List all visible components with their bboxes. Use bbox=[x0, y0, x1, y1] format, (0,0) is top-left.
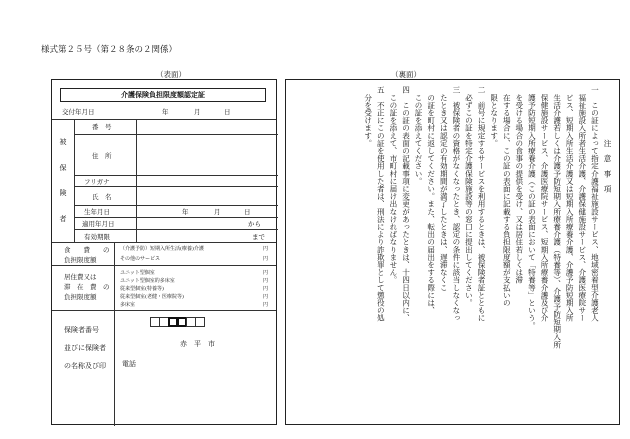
number-row bbox=[74, 119, 278, 134]
digit-box bbox=[195, 317, 205, 327]
food-item-label: その他のサービス bbox=[120, 256, 161, 262]
insured-char-4: 者 bbox=[59, 215, 67, 224]
back-side-label: （裏面） bbox=[391, 70, 421, 79]
name-label: 氏 名 bbox=[92, 192, 112, 201]
insured-vertical-label bbox=[52, 119, 74, 242]
certificate-title: 介護保険負担限度額認定証 bbox=[60, 88, 266, 102]
insurer-row bbox=[52, 310, 276, 426]
living-item-label: 従来型個室(特養等) bbox=[120, 286, 164, 292]
start-date-label: 適用年月日 bbox=[82, 220, 115, 228]
issue-day: 日 bbox=[224, 108, 231, 116]
issue-date-label: 交付年月日 bbox=[62, 108, 95, 116]
food-label-2: 負担限度額 bbox=[64, 256, 97, 264]
certificate-back bbox=[285, 79, 620, 425]
birth-month: 月 bbox=[214, 208, 221, 216]
front-side-label: （表面） bbox=[156, 70, 186, 79]
living-item-unit: 円 bbox=[262, 294, 268, 300]
birth-row bbox=[74, 205, 278, 217]
living-item-label: 多床室 bbox=[120, 302, 136, 308]
insured-char-1: 被 bbox=[59, 137, 67, 146]
phone-label: 電話 bbox=[122, 360, 136, 368]
food-item-label: （介護予防）短期入所生活(療養)介護 bbox=[120, 246, 204, 252]
expiry-suffix: まで bbox=[252, 232, 265, 241]
notes-body: 注 意 事 項 一 この証によって指定介護福祉施設サービス、地域密着型介護老人 福祉施設入所者生活介護、介護保健施設サービス、介護医療院サー ビス、短期入所生活介護又は短期入所療養介護、介護予防短期入所 生活介護若しくは介護予防短期入所療養介護（特養等）、介護予防短期入所 保健施設サービス、介護医療院サービス、短期入所療養介護及び介 護予防短期入所療養介護（この証の表面において「特養等」という。 を受ける場合の食事の提供を受け、又は居住若しくは滞 在する場合に、この証の表面に記載する負担限度額が支払いの 限となります。 二 前号に規定するサービスを利用するときは、被保険者証とともに 必ずこの証を特定介護保険施設等の窓口に提出してください。 三 被保険者の資格がなくなったとき、認定の条件に該当しなくなっ たとき又は認定の有効期間が満了したときは、遅滞なくこ の証を町村に返してください。また、転出の届出をする際には、 この証を添えてください。 四 この証の表面の記載事項に変更があったときは、十四日以内に、 この証を添えて、市町村に届け出なければなりません。 五 不正にこの証を使用した者は、刑法により詐欺罪として懲役の処 分を受けます。 bbox=[363, 86, 612, 349]
furigana-row bbox=[74, 175, 278, 186]
birth-year: 年 bbox=[182, 208, 189, 216]
insurer-name: 赤 平 市 bbox=[180, 340, 215, 348]
living-item-unit: 円 bbox=[262, 270, 268, 276]
furigana-label: フリガナ bbox=[84, 177, 110, 186]
living-item-unit: 円 bbox=[262, 278, 268, 284]
address-label: 住 所 bbox=[92, 151, 112, 160]
insured-char-2: 保 bbox=[59, 163, 67, 172]
living-item-label: 従来型個室(老健・医療院等) bbox=[120, 294, 184, 300]
food-label-1: 食 費 の bbox=[64, 246, 110, 254]
issue-year: 年 bbox=[162, 108, 169, 116]
issue-month: 月 bbox=[194, 108, 201, 116]
living-label-3: 負担限度額 bbox=[64, 293, 97, 301]
living-item-unit: 円 bbox=[262, 302, 268, 308]
food-cost-row bbox=[52, 242, 276, 265]
insured-char-3: 険 bbox=[59, 189, 67, 198]
insurer-number-boxes bbox=[150, 317, 204, 327]
insurer-label-1: 保険者番号 bbox=[64, 326, 99, 334]
living-item-unit: 円 bbox=[262, 286, 268, 292]
living-label-2: 滞 在 費 の bbox=[64, 283, 110, 291]
living-label-1: 居住費又は bbox=[64, 273, 97, 281]
expiry-row bbox=[74, 229, 278, 242]
birth-day: 日 bbox=[244, 208, 251, 216]
form-number: 様式第２５号（第２８条の２関係） bbox=[41, 45, 178, 55]
living-item-label: ユニット型個室的多床室 bbox=[120, 278, 175, 284]
living-cost-row bbox=[52, 265, 276, 310]
food-item-unit: 円 bbox=[262, 256, 268, 262]
birth-label: 生年月日 bbox=[84, 208, 110, 216]
start-date-suffix: から bbox=[248, 220, 261, 228]
living-item-label: ユニット型個室 bbox=[120, 270, 155, 276]
insurer-label-2: 並びに保険者 bbox=[64, 344, 106, 352]
insurer-label-3: の名称及び印 bbox=[64, 362, 106, 370]
expiry-label: 有効期限 bbox=[84, 232, 110, 241]
number-label: 番 号 bbox=[92, 123, 112, 131]
start-date-row bbox=[74, 217, 278, 229]
name-row bbox=[74, 186, 278, 205]
certificate-front bbox=[51, 79, 277, 425]
address-row bbox=[74, 134, 278, 175]
food-item-unit: 円 bbox=[262, 246, 268, 252]
